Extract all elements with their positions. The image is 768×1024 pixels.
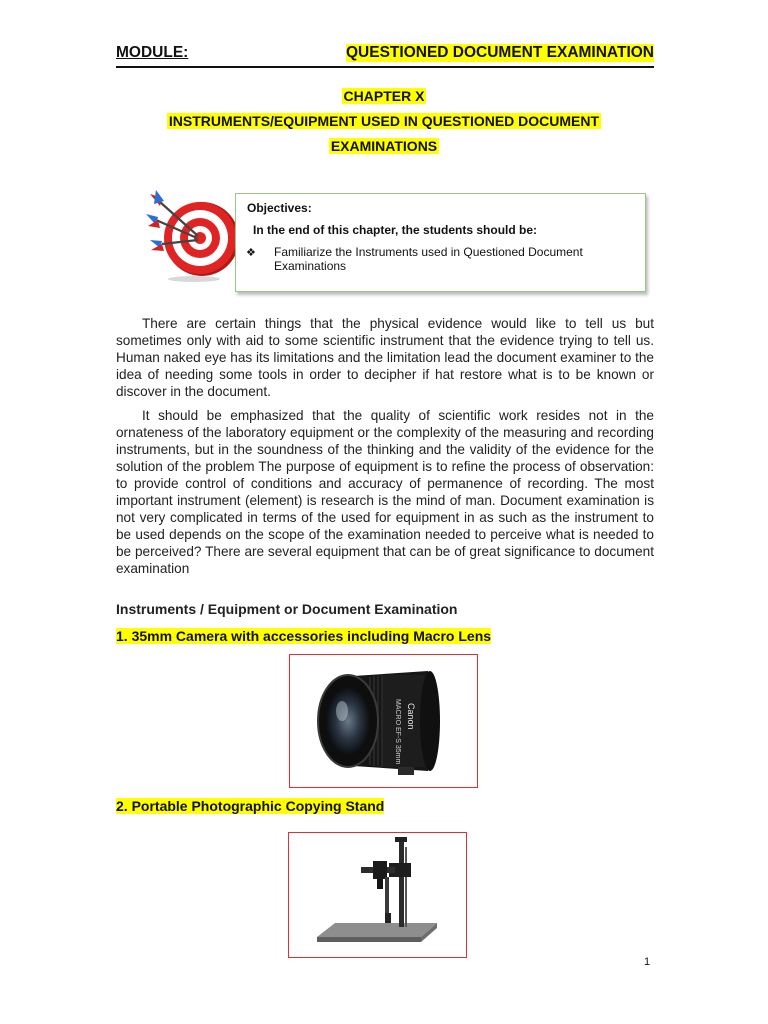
body-paragraph: It should be emphasized that the quality of scientific work resides not in the ornateness of the laboratory equipment or the complexity of the measuring and recording instruments, but in the soundness of the thinking and the validity of the evidence for the solution of the problem The purpose of equipment is to refine the process of observation: to provide control of conditions and accuracy of permanence of recording. The most important instrument (element) is research is the mind of man. Document examination is not very complicated in terms of the used for equipment in as such as the instrument to be used depends on the scope of the examination needed to perceive what is needed to be perceived? There are several equipment that can be of great significance to document examination — [116, 408, 654, 576]
chapter-title-line1: INSTRUMENTS/EQUIPMENT USED IN QUESTIONED DOCUMENT — [168, 113, 600, 129]
item-heading-camera: 1. 35mm Camera with accessories including Macro Lens — [116, 628, 492, 644]
module-label: MODULE: — [116, 44, 189, 61]
camera-lens-image-frame — [289, 654, 478, 788]
body-paragraph: There are certain things that the physical evidence would like to tell us but sometimes only with aid to some scientific instrument that the evidence trying to tell us. Human naked eye has its limitations and the limitation lead the document examiner to the idea of needing some tools in order to decipher if hat restore what is to be known or discover in the document. — [116, 316, 654, 399]
copy-stand-image-frame — [288, 832, 467, 958]
target-darts-icon — [142, 184, 242, 284]
chapter-number: CHAPTER X — [343, 88, 425, 104]
chapter-title-line2: EXAMINATIONS — [330, 138, 438, 154]
module-subject: QUESTIONED DOCUMENT EXAMINATION — [346, 44, 654, 61]
page-number: 1 — [644, 956, 651, 968]
diamond-bullet-icon: ❖ — [246, 247, 256, 259]
lens-model-text: MACRO EF-S 35mm — [394, 699, 401, 765]
lens-brand-text: Canon — [406, 703, 416, 730]
objectives-box — [235, 193, 646, 292]
section-heading: Instruments / Equipment or Document Examination — [116, 601, 458, 617]
objectives-intro: In the end of this chapter, the students should be: — [253, 223, 538, 237]
camera-lens-image — [290, 655, 477, 787]
objective-item: Familiarize the Instruments used in Questioned Document Examinations — [274, 245, 583, 273]
copy-stand-image — [289, 833, 466, 957]
item-heading-copy-stand: 2. Portable Photographic Copying Stand — [116, 798, 385, 814]
module-header — [116, 44, 654, 68]
objectives-title: Objectives: — [247, 201, 312, 215]
